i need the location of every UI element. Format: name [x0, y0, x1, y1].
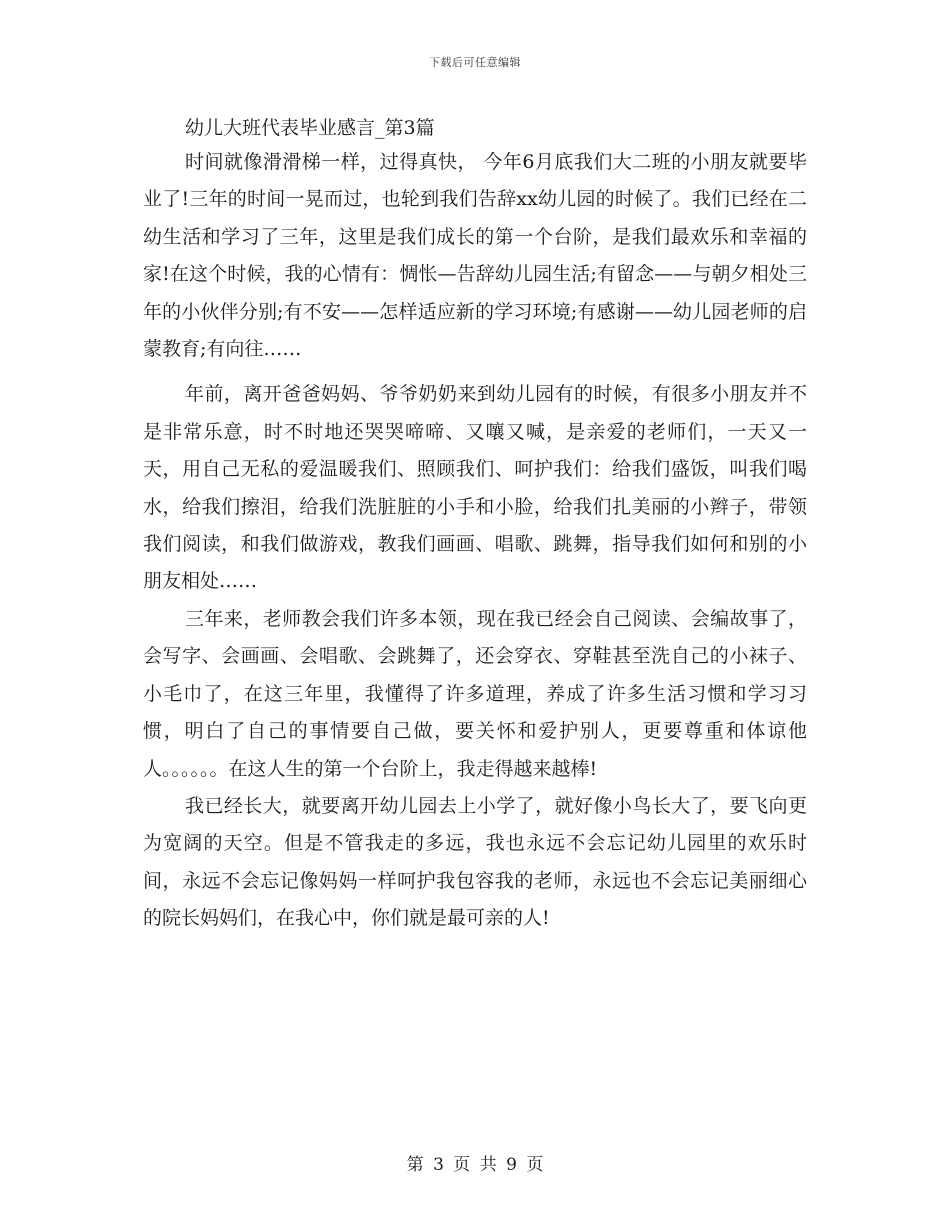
document-title: 幼儿大班代表毕业感言_第3篇 — [185, 117, 435, 139]
page-number: 第 3 页 共 9 页 — [406, 1155, 544, 1175]
paragraph-1: 时间就像滑滑梯一样，过得真快， 今年6月底我们大二班的小朋友就要毕业了!三年的时间一晃而过，也轮到我们告辞xx幼儿园的时候了。我们已经在二幼生活和学习了三年，这里是我们成长的第一个台阶，是我们最欢乐和幸福的家!在这个时候，我的心情有：惆怅—告辞幼儿园生活;有留念——与朝夕相处三年的小伙伴分别;有不安——怎样适应新的学习环境;有感谢——幼儿园老师的启蒙教育;有向往…… — [143, 151, 807, 361]
paragraph-2: 年前，离开爸爸妈妈、爷爷奶奶来到幼儿园有的时候，有很多小朋友并不是非常乐意，时不时地还哭哭啼啼、又嚷又喊，是亲爱的老师们，一天又一天，用自己无私的爱温暖我们、照顾我们、呵护我们：给我们盛饭，叫我们喝水，给我们擦泪，给我们洗脏脏的小手和小脸，给我们扎美丽的小辫子，带领我们阅读，和我们做游戏，教我们画画、唱歌、跳舞，指导我们如何和别的小朋友相处…… — [143, 383, 807, 593]
document-body — [143, 112, 807, 938]
paragraph-4: 我已经长大，就要离开幼儿园去上小学了，就好像小鸟长大了，要飞向更为宽阔的天空。但是不管我走的多远，我也永远不会忘记幼儿园里的欢乐时间，永远不会忘记像妈妈一样呵护我包容我的老师，永远也不会忘记美丽细心的院长妈妈们，在我心中，你们就是最可亲的人! — [143, 794, 807, 930]
paragraph-3: 三年来，老师教会我们许多本领，现在我已经会自己阅读、会编故事了，会写字、会画画、会唱歌、会跳舞了，还会穿衣、穿鞋甚至洗自己的小袜子、小毛巾了，在这三年里，我懂得了许多道理，养成了许多生活习惯和学习习惯，明白了自己的事情要自己做，要关怀和爱护别人，更要尊重和体谅他人。。。。。。在这人生的第一个台阶上，我走得越来越棒! — [143, 607, 807, 780]
page-header-note: 下载后可任意编辑 — [429, 56, 521, 69]
